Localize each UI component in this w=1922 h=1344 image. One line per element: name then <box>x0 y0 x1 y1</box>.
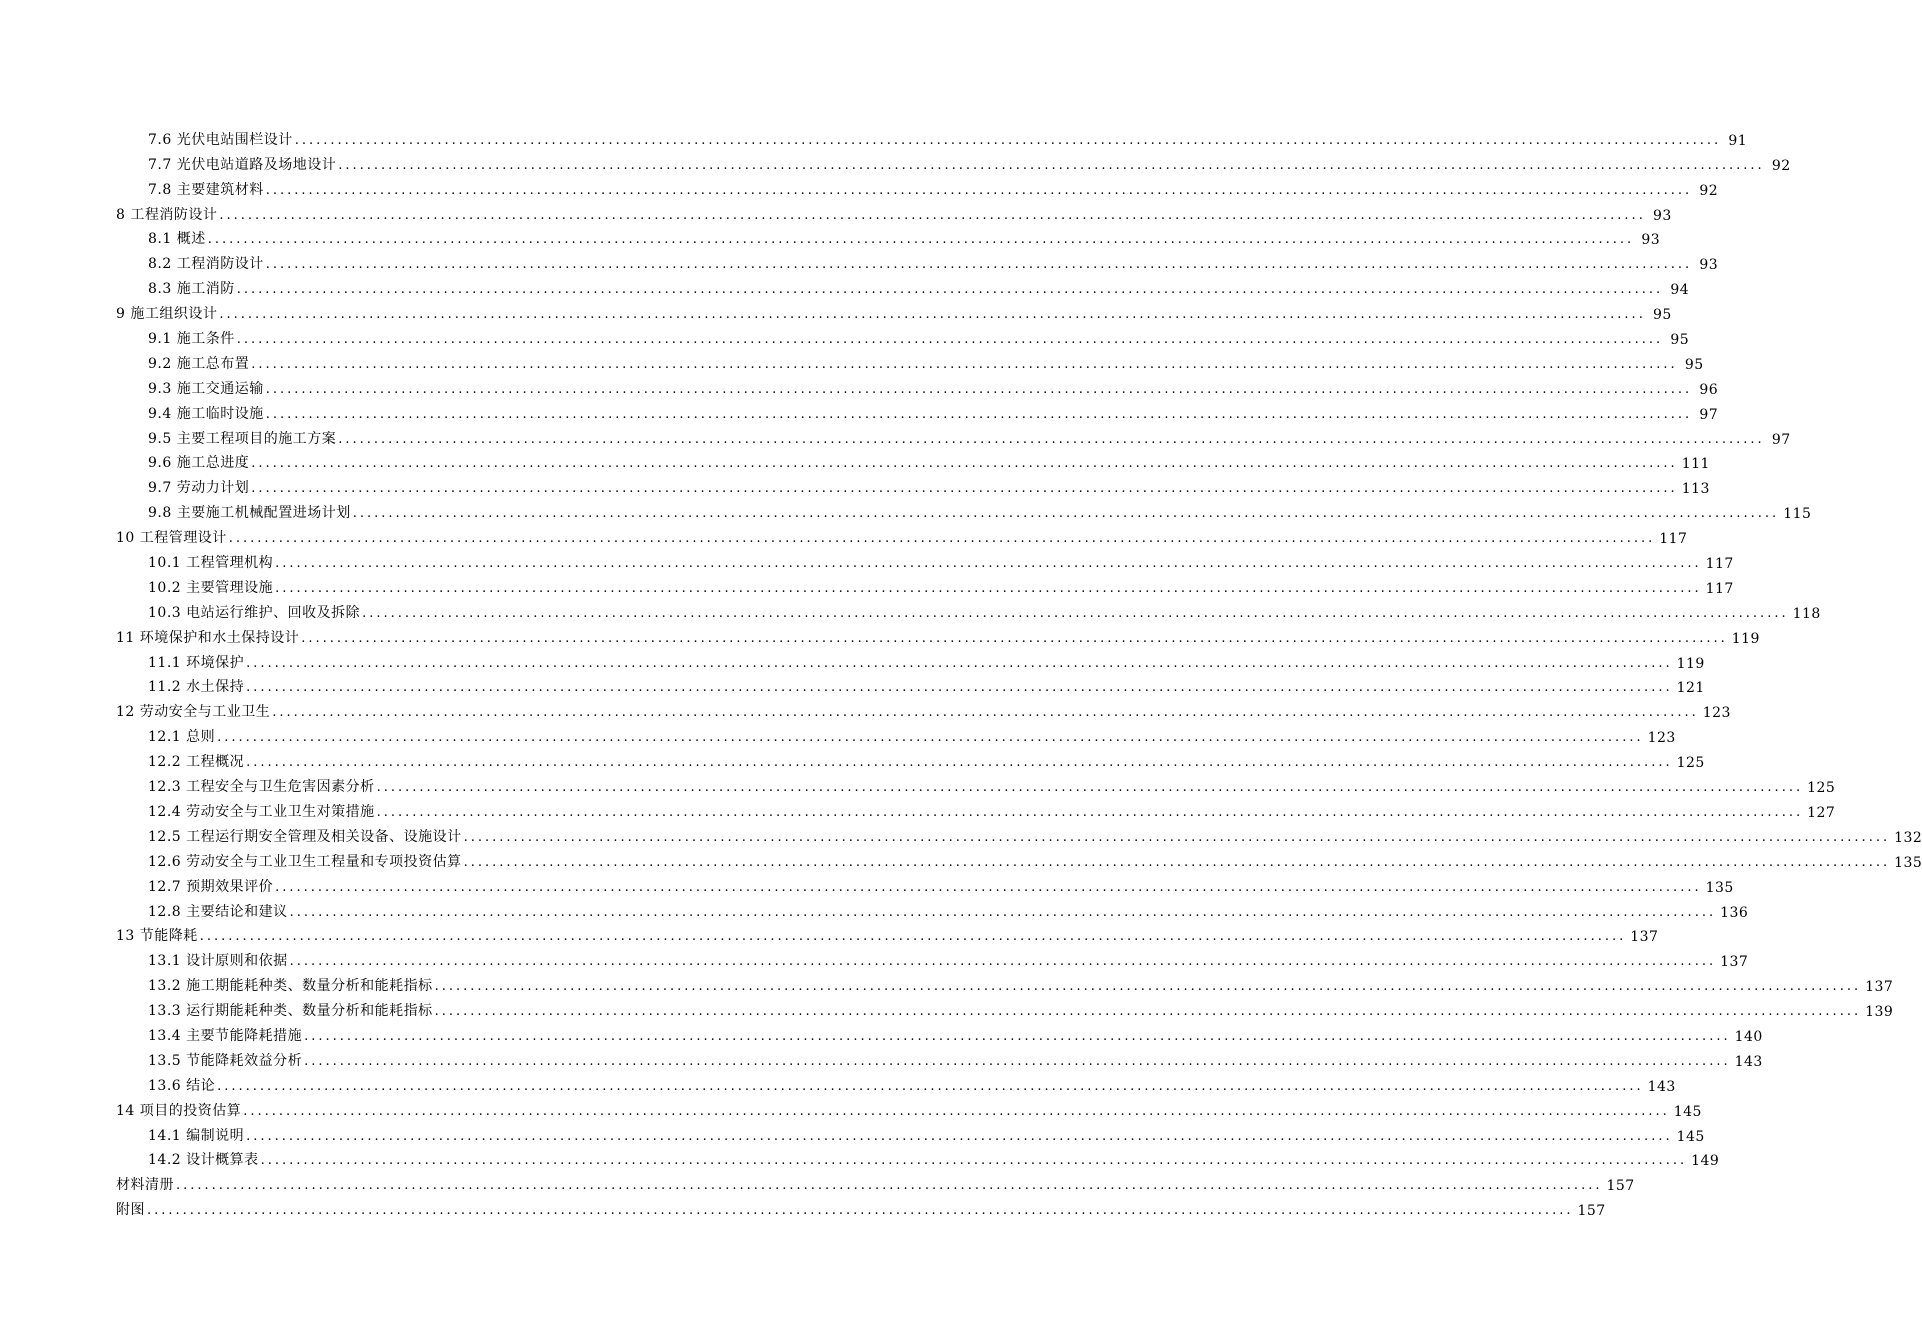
toc-dot-leader: ........................................................................................................................................................................................................ <box>376 804 1804 820</box>
toc-entry-title: 9 施工组织设计 <box>116 306 218 323</box>
toc-entry-title: 8.2 工程消防设计 <box>148 256 264 273</box>
toc-entry-title: 12.7 预期效果评价 <box>148 878 274 895</box>
toc-entry-title: 附图 <box>116 1202 145 1219</box>
toc-entry[interactable] <box>0 199 1672 224</box>
toc-entry-page-number: 117 <box>1705 556 1734 573</box>
toc-entry-page-number: 149 <box>1691 1153 1720 1170</box>
toc-entry[interactable] <box>0 423 1791 448</box>
toc-entry[interactable] <box>0 672 1705 697</box>
toc-entry-page-number: 135 <box>1705 879 1734 896</box>
toc-entry-page-number: 123 <box>1702 705 1731 722</box>
toc-entry[interactable] <box>0 398 1719 423</box>
toc-dot-leader: ........................................................................................................................................................................................................ <box>434 1004 1862 1020</box>
toc-entry-page-number: 113 <box>1681 481 1710 498</box>
toc-entry-title: 材料清册 <box>116 1177 174 1194</box>
toc-entry[interactable] <box>0 1045 1763 1070</box>
toc-entry-page-number: 95 <box>1684 356 1704 373</box>
toc-entry-title: 7.7 光伏电站道路及场地设计 <box>148 156 337 173</box>
toc-entry-title: 13.4 主要节能降耗措施 <box>148 1027 303 1044</box>
toc-entry-page-number: 127 <box>1807 804 1836 821</box>
toc-entry-title: 12.8 主要结论和建议 <box>148 903 288 920</box>
toc-entry-title: 9.4 施工临时设施 <box>148 405 264 422</box>
toc-entry[interactable] <box>0 921 1659 946</box>
toc-entry[interactable] <box>0 124 1748 149</box>
toc-entry[interactable] <box>0 273 1690 299</box>
toc-entry-title: 9.3 施工交通运输 <box>148 380 264 397</box>
toc-entry-page-number: 140 <box>1734 1028 1763 1045</box>
toc-entry-page-number: 118 <box>1792 605 1821 622</box>
toc-dot-leader: ........................................................................................................................................................................................................ <box>199 929 1627 945</box>
toc-entry-page-number: 137 <box>1720 954 1749 971</box>
toc-entry-title: 8.1 概述 <box>148 231 206 248</box>
toc-entry-title: 14.1 编制说明 <box>148 1127 245 1144</box>
toc-entry[interactable] <box>0 323 1690 349</box>
toc-entry[interactable] <box>0 298 1672 324</box>
toc-dot-leader: ........................................................................................................................................................................................................ <box>246 755 1673 771</box>
toc-entry[interactable] <box>0 945 1749 971</box>
toc-dot-leader: ........................................................................................................................................................................................................ <box>265 257 1693 273</box>
toc-entry[interactable] <box>0 1020 1763 1045</box>
toc-dot-leader: ........................................................................................................................................................................................................ <box>275 580 1702 596</box>
toc-entry-title: 7.6 光伏电站围栏设计 <box>148 131 293 148</box>
toc-entry-title: 13.2 施工期能耗种类、数量分析和能耗指标 <box>148 978 433 995</box>
toc-entry[interactable] <box>0 248 1719 274</box>
toc-dot-leader: ........................................................................................................................................................................................................ <box>246 1128 1673 1144</box>
toc-entry-page-number: 143 <box>1734 1053 1763 1070</box>
toc-entry-title: 13.6 结论 <box>148 1077 216 1094</box>
table-of-contents <box>0 124 1922 1220</box>
toc-entry-page-number: 145 <box>1676 1128 1705 1145</box>
toc-entry-title: 12.6 劳动安全与工业卫生工程量和专项投资估算 <box>148 853 462 870</box>
toc-entry[interactable] <box>0 1194 1606 1220</box>
toc-dot-leader: ........................................................................................................................................................................................................ <box>236 282 1664 298</box>
toc-entry-title: 13.5 节能降耗效益分析 <box>148 1052 303 1069</box>
toc-dot-leader: ........................................................................................................................................................................................................ <box>251 456 1678 472</box>
toc-entry-title: 12.4 劳动安全与工业卫生对策措施 <box>148 803 375 820</box>
toc-entry-title: 11.1 环境保护 <box>148 654 245 671</box>
toc-dot-leader: ........................................................................................................................................................................................................ <box>294 132 1722 148</box>
toc-entry[interactable] <box>0 647 1705 672</box>
toc-dot-leader: ........................................................................................................................................................................................................ <box>236 332 1664 348</box>
toc-entry-page-number: 97 <box>1699 406 1719 423</box>
toc-dot-leader: ........................................................................................................................................................................................................ <box>219 207 1646 223</box>
toc-dot-leader: ........................................................................................................................................................................................................ <box>289 954 1717 970</box>
toc-dot-leader: ........................................................................................................................................................................................................ <box>275 879 1702 895</box>
toc-entry-page-number: 111 <box>1681 456 1710 473</box>
toc-entry[interactable] <box>0 448 1710 473</box>
toc-dot-leader: ........................................................................................................................................................................................................ <box>243 1103 1670 1119</box>
toc-entry[interactable] <box>0 547 1734 573</box>
toc-entry-title: 14.2 设计概算表 <box>148 1152 259 1169</box>
toc-entry-page-number: 95 <box>1653 307 1672 324</box>
toc-entry[interactable] <box>0 871 1734 896</box>
toc-dot-leader: ........................................................................................................................................................................................................ <box>217 1078 1644 1094</box>
toc-entry-page-number: 93 <box>1653 207 1672 224</box>
toc-entry-page-number: 125 <box>1676 755 1705 772</box>
toc-dot-leader: ........................................................................................................................................................................................................ <box>289 904 1717 920</box>
toc-dot-leader: ........................................................................................................................................................................................................ <box>176 1178 1603 1194</box>
toc-entry-page-number: 137 <box>1865 979 1894 996</box>
toc-dot-leader: ........................................................................................................................................................................................................ <box>228 531 1656 547</box>
toc-dot-leader: ........................................................................................................................................................................................................ <box>338 431 1765 447</box>
toc-dot-leader: ........................................................................................................................................................................................................ <box>246 680 1673 696</box>
toc-dot-leader: ........................................................................................................................................................................................................ <box>301 630 1728 646</box>
toc-entry[interactable] <box>0 846 1922 871</box>
toc-entry-page-number: 91 <box>1728 132 1748 149</box>
toc-entry-page-number: 123 <box>1647 730 1676 747</box>
toc-entry[interactable] <box>0 348 1704 373</box>
toc-entry-title: 14 项目的投资估算 <box>116 1102 242 1119</box>
toc-dot-leader: ........................................................................................................................................................................................................ <box>338 157 1765 173</box>
toc-entry-title: 8.3 施工消防 <box>148 281 235 298</box>
toc-entry-page-number: 119 <box>1676 655 1705 672</box>
toc-entry[interactable] <box>0 572 1734 597</box>
toc-entry-title: 12.1 总则 <box>148 729 216 746</box>
toc-dot-leader: ........................................................................................................................................................................................................ <box>251 356 1678 372</box>
toc-entry-title: 13.3 运行期能耗种类、数量分析和能耗指标 <box>148 1003 433 1020</box>
toc-entry-page-number: 96 <box>1699 381 1719 398</box>
toc-entry-title: 9.5 主要工程项目的施工方案 <box>148 430 337 447</box>
toc-entry-page-number: 115 <box>1783 506 1812 523</box>
toc-entry-title: 12 劳动安全与工业卫生 <box>116 704 271 721</box>
toc-entry[interactable] <box>0 522 1688 548</box>
toc-entry[interactable] <box>0 821 1922 846</box>
toc-dot-leader: ........................................................................................................................................................................................................ <box>219 307 1646 323</box>
toc-entry[interactable] <box>0 622 1760 647</box>
toc-dot-leader: ........................................................................................................................................................................................................ <box>265 182 1693 198</box>
toc-dot-leader: ........................................................................................................................................................................................................ <box>207 232 1635 248</box>
toc-entry-title: 9.2 施工总布置 <box>148 355 250 372</box>
toc-dot-leader: ........................................................................................................................................................................................................ <box>217 730 1644 746</box>
toc-entry-page-number: 119 <box>1731 630 1760 647</box>
toc-entry-page-number: 97 <box>1771 431 1791 448</box>
toc-entry-title: 12.2 工程概况 <box>148 754 245 771</box>
toc-dot-leader: ........................................................................................................................................................................................................ <box>275 556 1702 572</box>
toc-entry[interactable] <box>0 597 1821 622</box>
toc-entry-title: 8 工程消防设计 <box>116 206 218 223</box>
toc-entry-page-number: 137 <box>1630 929 1659 946</box>
toc-entry-title: 13 节能降耗 <box>116 928 198 945</box>
toc-entry-title: 9.7 劳动力计划 <box>148 480 250 497</box>
toc-entry[interactable] <box>0 746 1705 772</box>
toc-entry-title: 9.6 施工总进度 <box>148 455 250 472</box>
toc-entry-title: 10.3 电站运行维护、回收及拆除 <box>148 604 361 621</box>
toc-entry[interactable] <box>0 970 1894 996</box>
toc-dot-leader: ........................................................................................................................................................................................................ <box>272 705 1699 721</box>
toc-entry[interactable] <box>0 696 1731 722</box>
toc-entry[interactable] <box>0 149 1791 174</box>
toc-entry[interactable] <box>0 224 1661 249</box>
toc-entry-page-number: 143 <box>1647 1078 1676 1095</box>
toc-dot-leader: ........................................................................................................................................................................................................ <box>463 829 1891 845</box>
toc-entry[interactable] <box>0 1145 1720 1170</box>
toc-entry-title: 11 环境保护和水土保持设计 <box>116 629 300 646</box>
toc-entry-title: 9.1 施工条件 <box>148 331 235 348</box>
toc-entry-page-number: 92 <box>1699 182 1719 199</box>
toc-entry-title: 11.2 水土保持 <box>148 679 245 696</box>
toc-dot-leader: ........................................................................................................................................................................................................ <box>260 1153 1688 1169</box>
toc-dot-leader: ........................................................................................................................................................................................................ <box>265 381 1693 397</box>
toc-entry-title: 10 工程管理设计 <box>116 530 227 547</box>
toc-dot-leader: ........................................................................................................................................................................................................ <box>246 655 1673 671</box>
toc-entry-page-number: 125 <box>1807 780 1836 797</box>
toc-entry-title: 12.3 工程安全与卫生危害因素分析 <box>148 779 375 796</box>
toc-entry[interactable] <box>0 1095 1702 1120</box>
toc-entry-title: 10.2 主要管理设施 <box>148 579 274 596</box>
toc-entry[interactable] <box>0 174 1719 199</box>
toc-entry[interactable] <box>0 796 1836 821</box>
toc-entry[interactable] <box>0 472 1710 498</box>
toc-entry[interactable] <box>0 1169 1635 1195</box>
toc-entry-title: 13.1 设计原则和依据 <box>148 953 288 970</box>
toc-dot-leader: ........................................................................................................................................................................................................ <box>265 406 1693 422</box>
toc-entry[interactable] <box>0 995 1894 1021</box>
toc-dot-leader: ........................................................................................................................................................................................................ <box>376 780 1804 796</box>
toc-dot-leader: ........................................................................................................................................................................................................ <box>463 854 1891 870</box>
toc-entry[interactable] <box>0 497 1812 523</box>
toc-entry-page-number: 136 <box>1720 904 1749 921</box>
toc-entry-page-number: 93 <box>1699 257 1719 274</box>
toc-entry[interactable] <box>0 771 1836 797</box>
toc-dot-leader: ........................................................................................................................................................................................................ <box>352 506 1780 522</box>
toc-entry[interactable] <box>0 721 1676 747</box>
toc-dot-leader: ........................................................................................................................................................................................................ <box>251 481 1678 497</box>
toc-dot-leader: ........................................................................................................................................................................................................ <box>362 605 1789 621</box>
toc-dot-leader: ........................................................................................................................................................................................................ <box>147 1203 1574 1219</box>
toc-entry-title: 7.8 主要建筑材料 <box>148 181 264 198</box>
toc-entry[interactable] <box>0 1070 1676 1095</box>
toc-entry-page-number: 132 <box>1894 829 1922 846</box>
toc-entry-page-number: 157 <box>1577 1203 1606 1220</box>
toc-entry-title: 12.5 工程运行期安全管理及相关设备、设施设计 <box>148 828 462 845</box>
toc-dot-leader: ........................................................................................................................................................................................................ <box>304 1053 1731 1069</box>
toc-entry-page-number: 117 <box>1705 580 1734 597</box>
toc-entry-title: 9.8 主要施工机械配置进场计划 <box>148 505 351 522</box>
toc-entry-page-number: 117 <box>1659 531 1688 548</box>
toc-entry[interactable] <box>0 1120 1705 1145</box>
toc-entry-page-number: 157 <box>1606 1178 1635 1195</box>
toc-entry-page-number: 135 <box>1894 854 1922 871</box>
toc-entry[interactable] <box>0 896 1749 921</box>
toc-entry-page-number: 95 <box>1670 332 1690 349</box>
toc-entry-page-number: 92 <box>1771 157 1791 174</box>
toc-entry-title: 10.1 工程管理机构 <box>148 555 274 572</box>
toc-entry-page-number: 93 <box>1641 232 1661 249</box>
toc-entry-page-number: 139 <box>1865 1004 1894 1021</box>
toc-entry-page-number: 121 <box>1676 680 1705 697</box>
toc-entry-page-number: 145 <box>1673 1103 1702 1120</box>
toc-dot-leader: ........................................................................................................................................................................................................ <box>434 979 1862 995</box>
toc-dot-leader: ........................................................................................................................................................................................................ <box>304 1028 1731 1044</box>
toc-entry-page-number: 94 <box>1670 282 1690 299</box>
toc-entry[interactable] <box>0 373 1719 398</box>
